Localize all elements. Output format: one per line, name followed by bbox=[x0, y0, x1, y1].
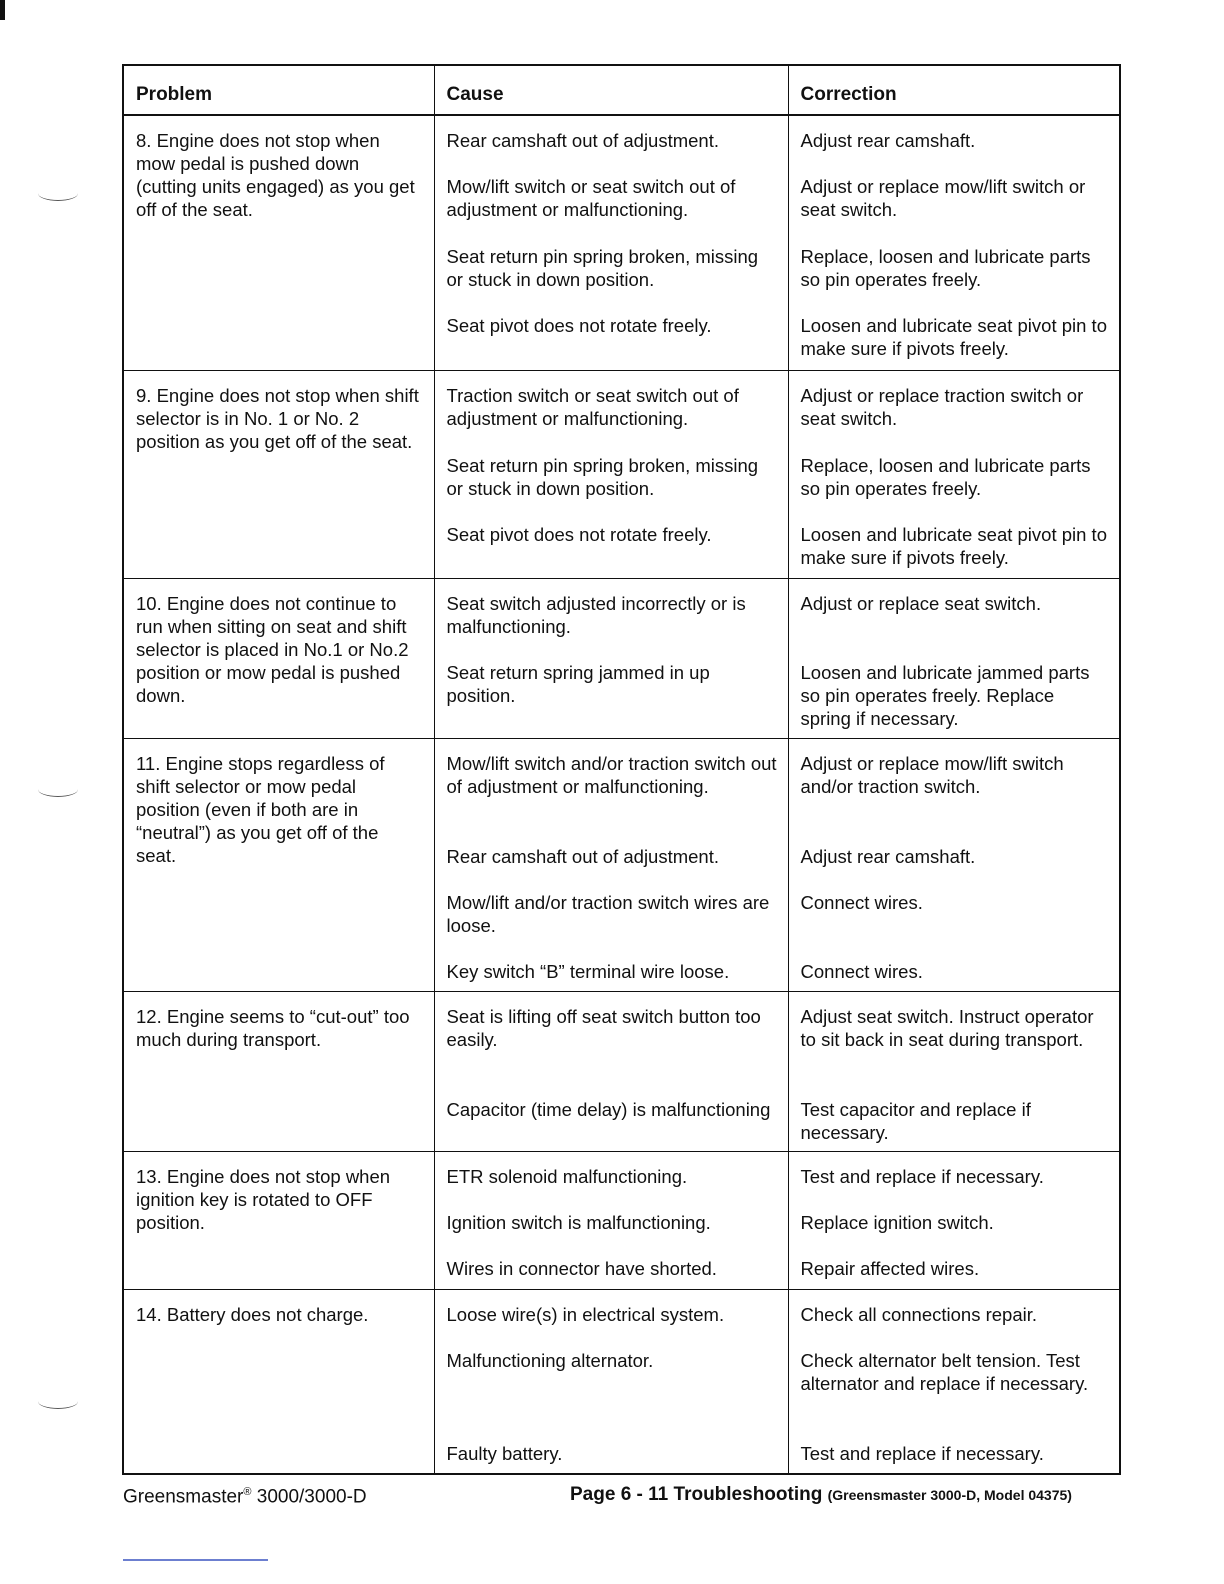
cause-item: Seat pivot does not rotate freely. bbox=[446, 315, 712, 336]
problem-text: 12. Engine seems to “cut-out” too much during transport. bbox=[136, 1005, 410, 1050]
correction-item: Test and replace if necessary. bbox=[800, 1165, 1044, 1187]
cause-item: Seat is lifting off seat switch button too easily. bbox=[446, 1005, 761, 1050]
problem-cell bbox=[123, 1289, 434, 1474]
cause-item: Seat return pin spring broken, missing or stuck in down position. bbox=[446, 454, 759, 499]
problem-cell bbox=[123, 115, 434, 370]
table-header-row bbox=[123, 65, 1120, 115]
cause-cell bbox=[434, 370, 788, 578]
correction-item: Check all connections repair. bbox=[800, 1303, 1038, 1325]
correction-item: Loosen and lubricate seat pivot pin to make sure if pivots freely. bbox=[800, 315, 1107, 359]
correction-cell bbox=[788, 115, 1120, 370]
correction-item: Connect wires. bbox=[800, 960, 923, 982]
correction-cell bbox=[788, 738, 1120, 991]
footer-model-range: 3000/3000-D bbox=[251, 1486, 367, 1508]
problem-cell bbox=[123, 1151, 434, 1289]
correction-item: Adjust seat switch. Instruct operator to sit back in seat during transport. bbox=[800, 1005, 1094, 1050]
correction-item: Test and replace if necessary. bbox=[800, 1442, 1044, 1464]
page-edge-mark bbox=[0, 0, 5, 20]
troubleshooting-table bbox=[122, 64, 1121, 1475]
cause-cell bbox=[434, 1151, 788, 1289]
problem-text: 14. Battery does not charge. bbox=[136, 1303, 369, 1325]
problem-cell bbox=[123, 578, 434, 738]
correction-item: Adjust rear camshaft. bbox=[800, 845, 976, 867]
cause-item: Seat return pin spring broken, missing or stuck in down position. bbox=[446, 246, 759, 290]
correction-item: Adjust or replace traction switch or seat switch. bbox=[800, 384, 1084, 429]
problem-text: 10. Engine does not continue to run when sitting on seat and shift selector is placed in No.1 or No.2 position or mow pedal is pushed down. bbox=[136, 592, 409, 706]
footer-product-name: Greensmaster bbox=[123, 1486, 244, 1508]
table-row bbox=[123, 115, 1120, 370]
cause-item: Key switch “B” terminal wire loose. bbox=[446, 960, 730, 982]
cause-item: Seat return spring jammed in up position. bbox=[446, 661, 710, 706]
table-row bbox=[123, 738, 1120, 991]
table-row bbox=[123, 1289, 1120, 1474]
cause-item: Capacitor (time delay) is malfunctioning bbox=[446, 1098, 771, 1120]
cause-cell bbox=[434, 115, 788, 370]
problem-text: 8. Engine does not stop when mow pedal is pushed down (cutting units engaged) as you get off of the seat. bbox=[136, 130, 415, 220]
binder-hole-mark bbox=[38, 1394, 78, 1409]
problem-cell bbox=[123, 991, 434, 1151]
problem-cell bbox=[123, 370, 434, 578]
footer-page-ref: Page 6 - 11 Troubleshooting bbox=[570, 1484, 823, 1505]
correction-item: Replace ignition switch. bbox=[800, 1211, 994, 1233]
cause-item: Seat switch adjusted incorrectly or is malfunctioning. bbox=[446, 592, 746, 637]
footer-model-note: (Greensmaster 3000-D, Model 04375) bbox=[827, 1487, 1072, 1503]
correction-item: Adjust or replace mow/lift switch and/or traction switch. bbox=[800, 752, 1064, 797]
table-row bbox=[123, 1151, 1120, 1289]
header-problem: Problem bbox=[123, 65, 434, 115]
footer-page-reference bbox=[570, 1484, 1072, 1506]
correction-item: Replace, loosen and lubricate parts so pin operates freely. bbox=[800, 246, 1091, 290]
header-cause: Cause bbox=[434, 65, 788, 115]
correction-cell bbox=[788, 1151, 1120, 1289]
cause-item: Mow/lift switch and/or traction switch out of adjustment or malfunctioning. bbox=[446, 752, 777, 797]
correction-item: Adjust or replace seat switch. bbox=[800, 592, 1042, 614]
registered-mark: ® bbox=[243, 1486, 252, 1498]
cause-cell bbox=[434, 991, 788, 1151]
cause-item: Loose wire(s) in electrical system. bbox=[446, 1303, 725, 1325]
binder-hole-mark bbox=[38, 186, 78, 201]
cause-item: Mow/lift and/or traction switch wires are loose. bbox=[446, 891, 770, 936]
correction-item: Loosen and lubricate seat pivot pin to make sure if pivots freely. bbox=[800, 523, 1107, 568]
problem-text: 11. Engine stops regardless of shift selector or mow pedal position (even if both are in “neutral”) as you get off of the seat. bbox=[136, 752, 385, 866]
table-row bbox=[123, 991, 1120, 1151]
cause-cell bbox=[434, 738, 788, 991]
cause-item: Faulty battery. bbox=[446, 1442, 563, 1464]
problem-text: 13. Engine does not stop when ignition key is rotated to OFF position. bbox=[136, 1165, 391, 1233]
cause-item: Malfunctioning alternator. bbox=[446, 1349, 654, 1371]
header-correction: Correction bbox=[788, 65, 1120, 115]
correction-cell bbox=[788, 578, 1120, 738]
correction-item: Check alternator belt tension. Test alternator and replace if necessary. bbox=[800, 1349, 1089, 1394]
correction-item: Adjust or replace mow/lift switch or seat switch. bbox=[800, 176, 1086, 220]
cause-item: Rear camshaft out of adjustment. bbox=[446, 845, 719, 867]
correction-cell bbox=[788, 370, 1120, 578]
correction-item: Replace, loosen and lubricate parts so pin operates freely. bbox=[800, 454, 1091, 499]
table-row bbox=[123, 578, 1120, 738]
problem-cell bbox=[123, 738, 434, 991]
correction-item: Test capacitor and replace if necessary. bbox=[800, 1098, 1031, 1143]
cause-item: Mow/lift switch or seat switch out of adjustment or malfunctioning. bbox=[446, 176, 736, 220]
cause-item: Wires in connector have shorted. bbox=[446, 1257, 717, 1279]
correction-item: Connect wires. bbox=[800, 891, 923, 913]
correction-item: Repair affected wires. bbox=[800, 1257, 980, 1279]
cause-item: Seat pivot does not rotate freely. bbox=[446, 523, 712, 545]
footer-product bbox=[123, 1486, 367, 1508]
cause-item: ETR solenoid malfunctioning. bbox=[446, 1165, 688, 1187]
binder-hole-mark bbox=[38, 782, 78, 797]
correction-item: Adjust rear camshaft. bbox=[800, 130, 976, 151]
cause-item: Ignition switch is malfunctioning. bbox=[446, 1211, 711, 1233]
table-row bbox=[123, 370, 1120, 578]
cause-cell bbox=[434, 578, 788, 738]
problem-text: 9. Engine does not stop when shift selector is in No. 1 or No. 2 position as you get off of the seat. bbox=[136, 384, 419, 452]
correction-cell bbox=[788, 991, 1120, 1151]
cause-cell bbox=[434, 1289, 788, 1474]
cause-item: Rear camshaft out of adjustment. bbox=[446, 130, 719, 151]
correction-item: Loosen and lubricate jammed parts so pin operates freely. Replace spring if necessary. bbox=[800, 661, 1090, 729]
cause-item: Traction switch or seat switch out of adjustment or malfunctioning. bbox=[446, 384, 739, 429]
correction-cell bbox=[788, 1289, 1120, 1474]
bottom-rule bbox=[123, 1559, 268, 1561]
